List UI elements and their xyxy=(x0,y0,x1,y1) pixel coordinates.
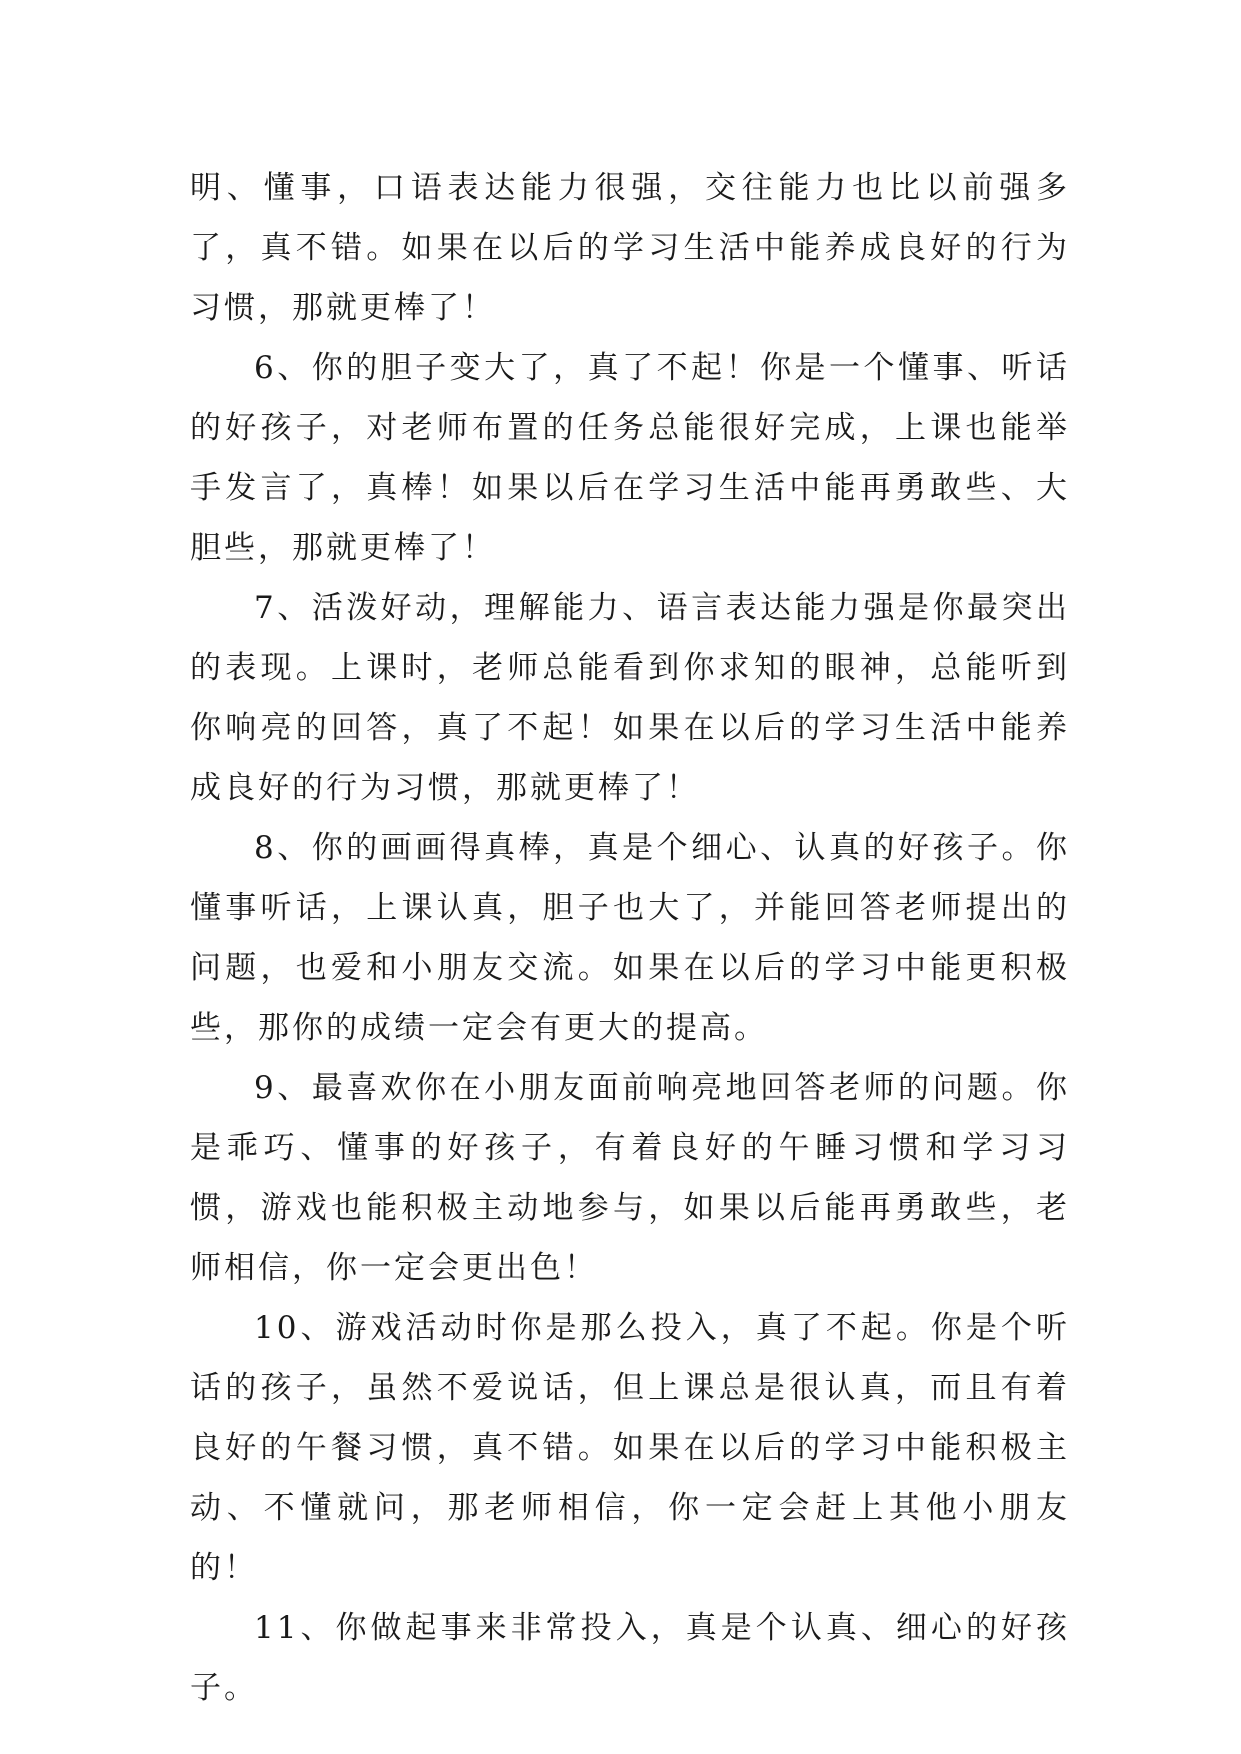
paragraph-continuation: 明、懂事，口语表达能力很强，交往能力也比以前强多了，真不错。如果在以后的学习生活中能养成良好的行为习惯，那就更棒了！ xyxy=(190,170,1070,326)
paragraph-item-8: 8、你的画画得真棒，真是个细心、认真的好孩子。你懂事听话，上课认真，胆子也大了，并能回答老师提出的问题，也爱和小朋友交流。如果在以后的学习中能更积极些，那你的成绩一定会有更大的提高。 xyxy=(190,830,1070,1046)
paragraph-item-6: 6、你的胆子变大了，真了不起！你是一个懂事、听话的好孩子，对老师布置的任务总能很好完成，上课也能举手发言了，真棒！如果以后在学习生活中能再勇敢些、大胆些，那就更棒了！ xyxy=(190,350,1070,566)
paragraph-item-11: 11、你做起事来非常投入，真是个认真、细心的好孩子。 xyxy=(190,1610,1070,1706)
document-body xyxy=(190,158,1070,1718)
paragraph-item-7: 7、活泼好动，理解能力、语言表达能力强是你最突出的表现。上课时，老师总能看到你求知的眼神，总能听到你响亮的回答，真了不起！如果在以后的学习生活中能养成良好的行为习惯，那就更棒了！ xyxy=(190,590,1070,806)
paragraph-item-9: 9、最喜欢你在小朋友面前响亮地回答老师的问题。你是乖巧、懂事的好孩子，有着良好的午睡习惯和学习习惯，游戏也能积极主动地参与，如果以后能再勇敢些，老师相信，你一定会更出色！ xyxy=(190,1070,1070,1286)
paragraph-item-10: 10、游戏活动时你是那么投入，真了不起。你是个听话的孩子，虽然不爱说话，但上课总是很认真，而且有着良好的午餐习惯，真不错。如果在以后的学习中能积极主动、不懂就问，那老师相信，你一定会赶上其他小朋友的！ xyxy=(190,1310,1070,1586)
